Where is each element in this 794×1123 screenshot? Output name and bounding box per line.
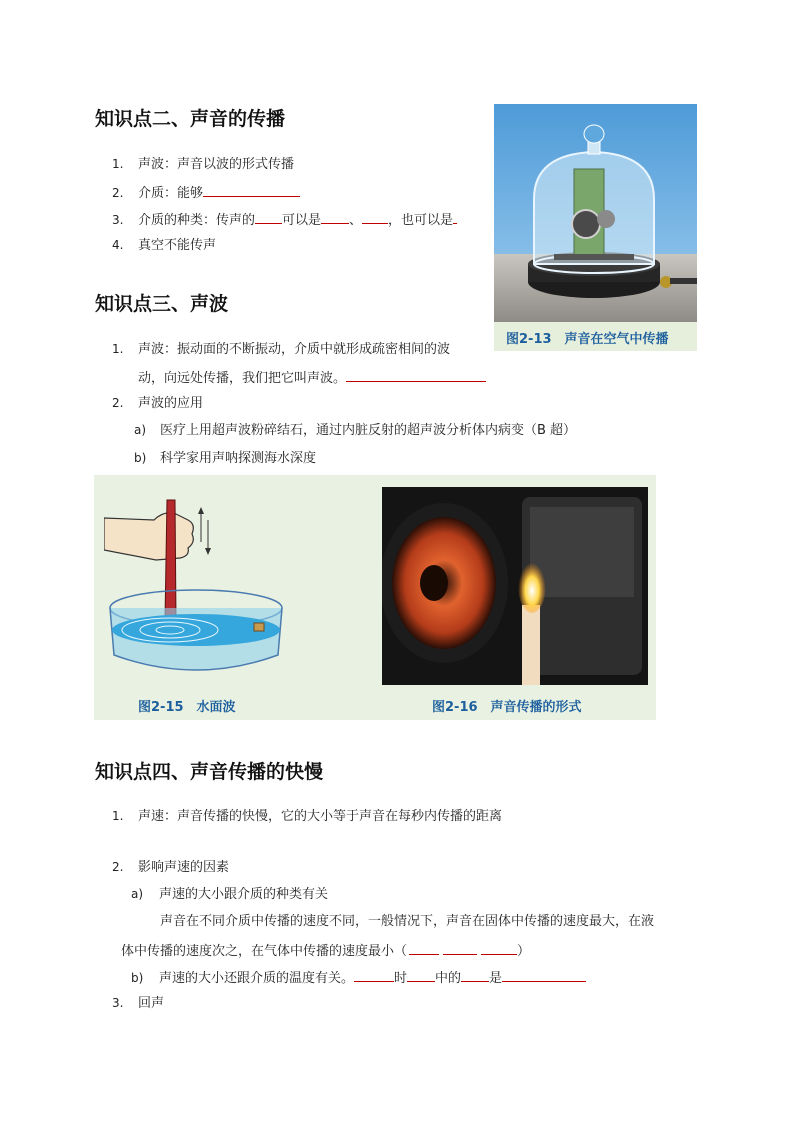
- list-text: 介质的种类：传声的: [138, 213, 256, 228]
- list-item: [112, 182, 300, 203]
- list-text: 回声: [138, 996, 165, 1011]
- list-number: 2.: [112, 186, 124, 200]
- list-text: 可以是: [282, 213, 322, 228]
- figure-caption: 图2-15 水面波: [138, 700, 236, 715]
- list-item: [112, 155, 294, 174]
- fill-blank[interactable]: [502, 967, 586, 982]
- sub-list-item: [134, 421, 576, 440]
- list-number: 3.: [112, 996, 124, 1010]
- list-text: 真空不能传声: [138, 238, 217, 253]
- list-text: 介质：能够: [138, 186, 204, 201]
- fill-blank[interactable]: [255, 209, 282, 224]
- sub-text: 医疗上用超声波粉碎结石，通过内脏反射的超声波分析体内病变（B 超）: [160, 423, 577, 438]
- list-text: 声波：振动面的不断振动，介质中就形成疏密相间的波: [138, 342, 451, 357]
- fill-blank[interactable]: [409, 940, 439, 955]
- bell-jar-photo: [494, 104, 697, 322]
- sub-label: b): [131, 971, 144, 985]
- list-number: 1.: [112, 809, 124, 823]
- list-text: ，也可以是: [388, 213, 454, 228]
- list-text: 声速：声音传播的快慢，它的大小等于声音在每秒内传播的距离: [138, 809, 503, 824]
- list-number: 2.: [112, 396, 124, 410]
- fill-blank[interactable]: [321, 209, 349, 224]
- list-text: 声波：声音以波的形式传播: [138, 157, 295, 172]
- speaker-candle-photo: [382, 487, 648, 685]
- fill-blank[interactable]: [453, 209, 457, 224]
- sub-text: 是: [489, 971, 503, 986]
- paragraph-text: 体中传播的速度次之，在气体中传播的速度最小（: [121, 944, 408, 959]
- list-number: 1.: [112, 342, 124, 356]
- figure-bell-jar: [494, 104, 697, 351]
- list-item-continued: [138, 367, 486, 388]
- list-text: 声波的应用: [138, 396, 204, 411]
- list-text: 、: [349, 213, 363, 228]
- sub-list-item: [131, 967, 586, 988]
- list-item: [112, 807, 502, 826]
- list-item: [112, 209, 457, 230]
- sub-text: 科学家用声呐探测海水深度: [160, 451, 317, 466]
- fill-blank[interactable]: [354, 967, 394, 982]
- sub-list-item: [131, 885, 328, 904]
- section2-title: 知识点二、声音的传播: [95, 108, 286, 130]
- sub-list-item: [134, 449, 316, 468]
- paragraph-line: 声音在不同介质中传播的速度不同，一般情况下，声音在固体中传播的速度最大，在液: [160, 914, 655, 929]
- figure-caption: 图2-16 声音传播的形式: [432, 700, 582, 715]
- sub-label: a): [131, 887, 144, 901]
- paragraph-line: [121, 940, 530, 961]
- fill-blank[interactable]: [362, 209, 388, 224]
- fill-blank[interactable]: [461, 967, 489, 982]
- list-item: [112, 394, 203, 413]
- fill-blank[interactable]: [346, 367, 486, 382]
- sub-text: 声速的大小跟介质的种类有关: [159, 887, 329, 902]
- list-item: [112, 858, 229, 877]
- list-item: [112, 994, 164, 1013]
- sub-label: b): [134, 451, 147, 465]
- list-number: 2.: [112, 860, 124, 874]
- figure-caption: 图2-13 声音在空气中传播: [506, 332, 669, 347]
- fill-blank[interactable]: [203, 182, 300, 197]
- section3-title: 知识点三、声波: [95, 293, 229, 315]
- fill-blank[interactable]: [407, 967, 435, 982]
- list-text: 影响声速的因素: [138, 860, 230, 875]
- sub-text: 声速的大小还跟介质的温度有关。: [159, 971, 355, 986]
- list-number: 1.: [112, 157, 124, 171]
- water-wave-illustration: [104, 490, 304, 690]
- list-item: [112, 340, 450, 359]
- section4-title: 知识点四、声音传播的快慢: [95, 761, 324, 783]
- list-item: [112, 236, 216, 255]
- fill-blank[interactable]: [481, 940, 517, 955]
- sub-label: a): [134, 423, 147, 437]
- figure-panel: [94, 475, 656, 720]
- sub-text: 时: [394, 971, 408, 986]
- fill-blank[interactable]: [443, 940, 477, 955]
- paragraph-text: ）: [517, 944, 531, 959]
- list-number: 3.: [112, 213, 124, 227]
- list-number: 4.: [112, 238, 124, 252]
- list-text: 动，向远处传播，我们把它叫声波。: [138, 371, 347, 386]
- sub-text: 中的: [435, 971, 462, 986]
